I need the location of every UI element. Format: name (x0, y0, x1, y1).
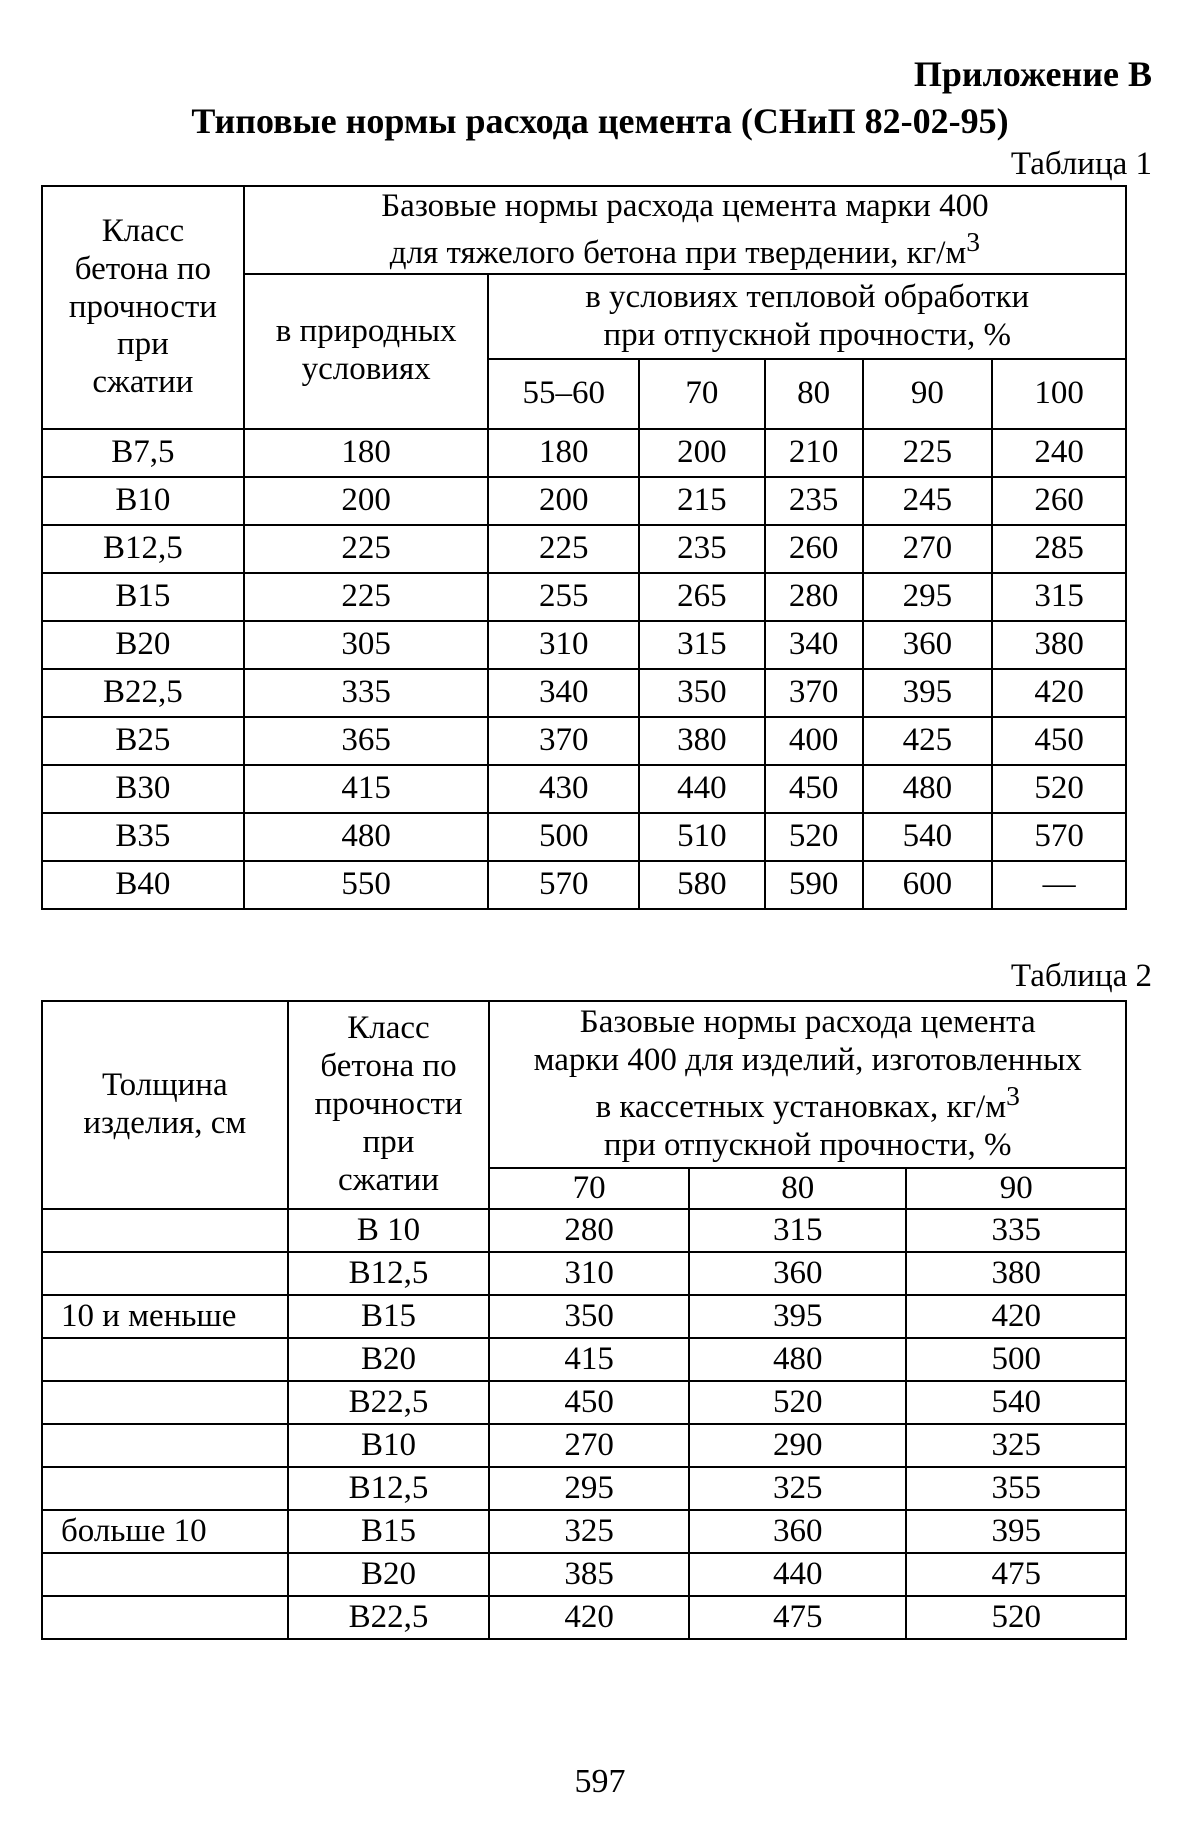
table1-strength-col: 70 (639, 359, 765, 429)
table1-strength-col: 90 (863, 359, 993, 429)
thickness-cell: больше 10 (42, 1510, 288, 1553)
table-cell: 335 (244, 669, 489, 717)
table-cell: 325 (689, 1467, 907, 1510)
table-cell: 370 (765, 669, 863, 717)
table-row (42, 1295, 1126, 1338)
table-cell: 385 (489, 1553, 689, 1596)
appendix-heading: Приложение В (913, 54, 1152, 94)
table-row (42, 1424, 1126, 1467)
table-cell: 420 (906, 1295, 1126, 1338)
table-cell: В35 (42, 813, 244, 861)
table-cell: 315 (639, 621, 765, 669)
table-cell: В20 (288, 1338, 490, 1381)
table-row (42, 1510, 1126, 1553)
table-cell: 440 (639, 765, 765, 813)
table-cell: 500 (906, 1338, 1126, 1381)
table-cell: 380 (639, 717, 765, 765)
table-cell: 520 (992, 765, 1126, 813)
table-cell: 420 (489, 1596, 689, 1639)
table-cell: 540 (863, 813, 993, 861)
table-row (42, 1252, 1126, 1295)
table-cell: 480 (689, 1338, 907, 1381)
table-cell: 180 (244, 429, 489, 477)
thickness-cell (42, 1252, 288, 1295)
thickness-cell (42, 1553, 288, 1596)
table-cell: 290 (689, 1424, 907, 1467)
table-cell: 450 (765, 765, 863, 813)
table-cell: 235 (639, 525, 765, 573)
table-cell: 295 (863, 573, 993, 621)
table-cell: 310 (488, 621, 639, 669)
table-cell: 590 (765, 861, 863, 909)
table-cell: В22,5 (288, 1381, 490, 1424)
table-row (42, 621, 1126, 669)
table-cell: 430 (488, 765, 639, 813)
table-cell: В22,5 (288, 1596, 490, 1639)
table2-group-header: Базовые нормы расхода цемента марки 400 для изделий, изготовленных в кассетных установках, $кг/м^3$ при отпускной прочности, % (489, 1001, 1126, 1168)
page-title: Типовые нормы расхода цемента (СНиП 82-02-95) (191, 101, 1009, 141)
table-row (42, 1467, 1126, 1510)
table1-strength-col: 55–60 (488, 359, 639, 429)
table-cell: 355 (906, 1467, 1126, 1510)
table-cell: В10 (288, 1424, 490, 1467)
table-cell: 570 (992, 813, 1126, 861)
table-cell: 415 (489, 1338, 689, 1381)
table-cell: 360 (863, 621, 993, 669)
thickness-cell (42, 1209, 288, 1252)
table-cell: В30 (42, 765, 244, 813)
thickness-cell (42, 1381, 288, 1424)
table-cell: 450 (489, 1381, 689, 1424)
table-cell: 270 (863, 525, 993, 573)
table-row (42, 1209, 1126, 1252)
table-cell: 510 (639, 813, 765, 861)
table-cell: 360 (689, 1510, 907, 1553)
table-cell: 540 (906, 1381, 1126, 1424)
table1-label: Таблица 1 (1010, 146, 1152, 182)
table-cell: В 10 (288, 1209, 490, 1252)
table-cell: 480 (863, 765, 993, 813)
table-row (42, 861, 1126, 909)
table2-label: Таблица 2 (1010, 958, 1152, 994)
table-cell: 370 (488, 717, 639, 765)
table-cell: 415 (244, 765, 489, 813)
table-row (42, 1596, 1126, 1639)
table-cell: В25 (42, 717, 244, 765)
table-cell: В15 (288, 1510, 490, 1553)
table-cell: 340 (488, 669, 639, 717)
table-cell: В15 (42, 573, 244, 621)
table-cell: 240 (992, 429, 1126, 477)
table-cell: 180 (488, 429, 639, 477)
table-cell: В10 (42, 477, 244, 525)
table-cell: 200 (488, 477, 639, 525)
table-cell: 245 (863, 477, 993, 525)
table1-heat-treatment-header: в условиях тепловой обработки при отпускной прочности, % (488, 274, 1126, 359)
table-cell: 520 (689, 1381, 907, 1424)
table-cell: 200 (244, 477, 489, 525)
table-cell: В7,5 (42, 429, 244, 477)
table-cell: 310 (489, 1252, 689, 1295)
table-cell: 340 (765, 621, 863, 669)
page-number: 597 (574, 1763, 626, 1800)
table-cell: 425 (863, 717, 993, 765)
thickness-cell (42, 1424, 288, 1467)
table1-group-header: Базовые нормы расхода цемента марки 400 для тяжелого бетона при твердении, $кг/м^3$ (244, 186, 1126, 274)
table-cell: 305 (244, 621, 489, 669)
table-cell: 475 (689, 1596, 907, 1639)
thickness-cell (42, 1596, 288, 1639)
table-cell: 295 (489, 1467, 689, 1510)
table-cell: 570 (488, 861, 639, 909)
table1-class-header: Класс бетона по прочности при сжатии (42, 186, 244, 429)
table-cell: 325 (489, 1510, 689, 1553)
table-cell: 285 (992, 525, 1126, 573)
table-cell: 580 (639, 861, 765, 909)
table-row (42, 1338, 1126, 1381)
table-cell: 225 (244, 573, 489, 621)
table2-thickness-header: Толщина изделия, см (42, 1001, 288, 1209)
table-cell: 215 (639, 477, 765, 525)
table-row (42, 429, 1126, 477)
table-cell: 260 (992, 477, 1126, 525)
table-cell: В20 (288, 1553, 490, 1596)
table-cell: 315 (689, 1209, 907, 1252)
table-cell: 210 (765, 429, 863, 477)
table-cell: — (992, 861, 1126, 909)
table-cell: 325 (906, 1424, 1126, 1467)
table-cell: 395 (689, 1295, 907, 1338)
table-cell: 365 (244, 717, 489, 765)
table1-strength-col: 80 (765, 359, 863, 429)
table-cell: В12,5 (42, 525, 244, 573)
table-row (42, 1381, 1126, 1424)
table-cell: В20 (42, 621, 244, 669)
table-cell: В12,5 (288, 1252, 490, 1295)
table2-strength-col: 90 (906, 1168, 1126, 1209)
table-cell: 280 (489, 1209, 689, 1252)
table-cell: В12,5 (288, 1467, 490, 1510)
table-cell: 520 (906, 1596, 1126, 1639)
table2-strength-col: 70 (489, 1168, 689, 1209)
table-row (42, 717, 1126, 765)
table-cell: 400 (765, 717, 863, 765)
table-cell: 480 (244, 813, 489, 861)
table-cell: 440 (689, 1553, 907, 1596)
thickness-cell (42, 1467, 288, 1510)
table-cell: 420 (992, 669, 1126, 717)
table1-strength-col: 100 (992, 359, 1126, 429)
table-row (42, 669, 1126, 717)
table-cell: В40 (42, 861, 244, 909)
table2-strength-col: 80 (689, 1168, 907, 1209)
table-cell: 550 (244, 861, 489, 909)
table-cell: 350 (489, 1295, 689, 1338)
table-cell: 235 (765, 477, 863, 525)
table-cell: 450 (992, 717, 1126, 765)
thickness-cell (42, 1338, 288, 1381)
table-cell: 315 (992, 573, 1126, 621)
table-row (42, 477, 1126, 525)
table-cell: 600 (863, 861, 993, 909)
table-cell: 520 (765, 813, 863, 861)
table-cell: 395 (906, 1510, 1126, 1553)
table-cell: 475 (906, 1553, 1126, 1596)
table1 (41, 185, 1127, 910)
table-cell: 335 (906, 1209, 1126, 1252)
table-cell: 225 (488, 525, 639, 573)
table-cell: 255 (488, 573, 639, 621)
table-cell: 350 (639, 669, 765, 717)
table-cell: 380 (992, 621, 1126, 669)
table-cell: 260 (765, 525, 863, 573)
thickness-cell: 10 и меньше (42, 1295, 288, 1338)
table-cell: 360 (689, 1252, 907, 1295)
table-cell: 280 (765, 573, 863, 621)
table-row (42, 525, 1126, 573)
table1-natural-header: в природных условиях (244, 274, 489, 429)
table-cell: 395 (863, 669, 993, 717)
table-row (42, 813, 1126, 861)
table2 (41, 1000, 1127, 1640)
table-cell: В15 (288, 1295, 490, 1338)
table-cell: В22,5 (42, 669, 244, 717)
table2-class-header: Класс бетона по прочности при сжатии (288, 1001, 490, 1209)
table-cell: 265 (639, 573, 765, 621)
table-cell: 500 (488, 813, 639, 861)
table-row (42, 765, 1126, 813)
table-cell: 200 (639, 429, 765, 477)
table-cell: 380 (906, 1252, 1126, 1295)
table-cell: 225 (244, 525, 489, 573)
table-row (42, 573, 1126, 621)
table-cell: 270 (489, 1424, 689, 1467)
table-cell: 225 (863, 429, 993, 477)
table-row (42, 1553, 1126, 1596)
